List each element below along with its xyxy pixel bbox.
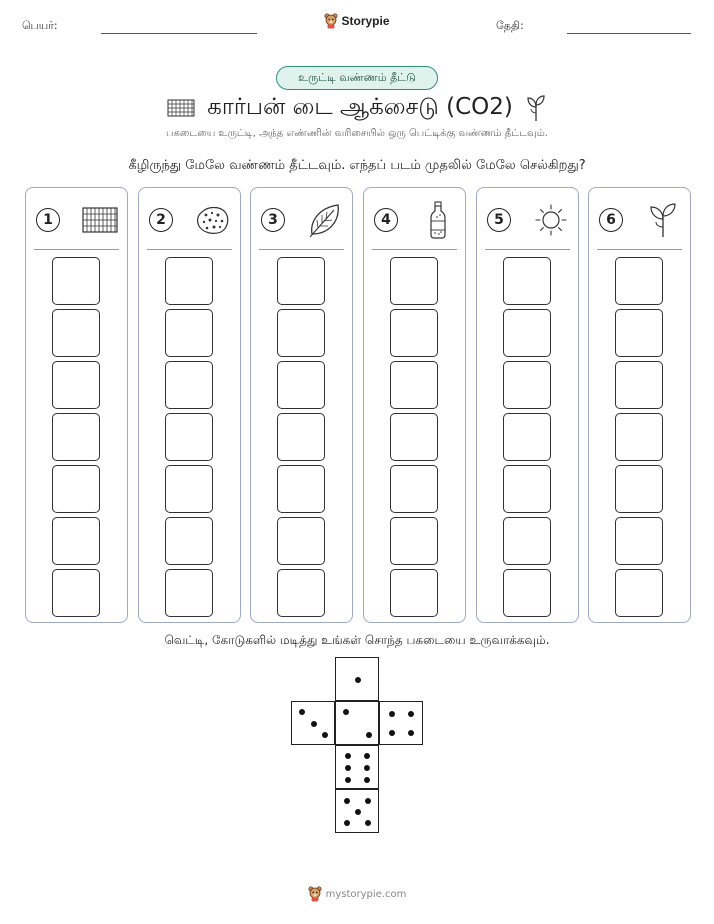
dice-face-6 (335, 745, 379, 789)
color-box[interactable] (277, 569, 325, 617)
column-4 (363, 187, 466, 623)
color-box[interactable] (277, 257, 325, 305)
color-box[interactable] (503, 413, 551, 461)
color-box[interactable] (615, 309, 663, 357)
column-divider (597, 249, 682, 250)
pip (355, 809, 361, 815)
pip (364, 765, 370, 771)
name-label: பெயர்: (22, 19, 58, 32)
brand-logo (0, 13, 714, 33)
color-box[interactable] (165, 413, 213, 461)
pip (299, 709, 305, 715)
color-box[interactable] (52, 309, 100, 357)
color-box[interactable] (503, 257, 551, 305)
footer (0, 886, 714, 906)
color-box[interactable] (390, 517, 438, 565)
page-title: கார்பன் டை ஆக்சைடு (CO2) (207, 93, 513, 120)
color-box[interactable] (277, 309, 325, 357)
grid-icon (167, 98, 195, 118)
sprout-icon (644, 201, 682, 239)
pip (345, 777, 351, 783)
pip (408, 730, 414, 736)
column-5 (476, 187, 579, 623)
dice-face-2 (335, 701, 379, 745)
cut-instruction: வெட்டி, கோடுகளில் மடித்து உங்கள் சொந்த பகடையை உருவாக்கவும். (164, 633, 550, 647)
color-box[interactable] (503, 465, 551, 513)
color-box[interactable] (615, 465, 663, 513)
color-box[interactable] (52, 569, 100, 617)
column-number: 2 (149, 208, 173, 232)
color-box[interactable] (390, 465, 438, 513)
column-divider (259, 249, 344, 250)
color-box[interactable] (615, 257, 663, 305)
color-box[interactable] (615, 517, 663, 565)
leaf-icon (306, 202, 344, 238)
sprout-icon (525, 93, 547, 123)
dice-face-4 (379, 701, 423, 745)
column-number: 4 (374, 208, 398, 232)
column-divider (34, 249, 119, 250)
subtitle: பகடையை உருட்டி, அந்த எண்ணின் வரிசையில் ஒரு பெட்டிக்கு வண்ணம் தீட்டவும். (166, 128, 548, 139)
column-6 (588, 187, 691, 623)
column-divider (372, 249, 457, 250)
date-label: தேதி: (496, 19, 524, 32)
color-box[interactable] (165, 361, 213, 409)
color-box[interactable] (390, 413, 438, 461)
color-box[interactable] (52, 257, 100, 305)
pip (408, 711, 414, 717)
column-divider (485, 249, 570, 250)
color-box[interactable] (165, 465, 213, 513)
color-box[interactable] (52, 517, 100, 565)
pip (344, 820, 350, 826)
color-box[interactable] (277, 413, 325, 461)
color-box[interactable] (277, 361, 325, 409)
date-line[interactable] (567, 33, 691, 34)
activity-badge: உருட்டி வண்ணம் தீட்டு (276, 66, 438, 90)
color-box[interactable] (165, 309, 213, 357)
color-box[interactable] (390, 257, 438, 305)
pip (345, 753, 351, 759)
color-box[interactable] (390, 309, 438, 357)
color-box[interactable] (165, 257, 213, 305)
color-box[interactable] (503, 569, 551, 617)
pip (366, 732, 372, 738)
color-box[interactable] (615, 569, 663, 617)
color-box[interactable] (615, 413, 663, 461)
color-box[interactable] (503, 309, 551, 357)
pip (343, 709, 349, 715)
coal-icon (194, 204, 232, 236)
dice-face-3 (291, 701, 335, 745)
pip (365, 798, 371, 804)
color-box[interactable] (390, 361, 438, 409)
pip (364, 753, 370, 759)
column-number: 1 (36, 208, 60, 232)
color-box[interactable] (277, 517, 325, 565)
title-row (0, 90, 714, 126)
color-box[interactable] (165, 517, 213, 565)
color-box[interactable] (503, 517, 551, 565)
name-line[interactable] (101, 33, 257, 34)
pip (355, 677, 361, 683)
column-number: 3 (261, 208, 285, 232)
column-number: 6 (599, 208, 623, 232)
pip (311, 721, 317, 727)
color-box[interactable] (52, 465, 100, 513)
color-box[interactable] (390, 569, 438, 617)
column-1 (25, 187, 128, 623)
pip (345, 765, 351, 771)
grid-icon (81, 204, 119, 236)
column-divider (147, 249, 232, 250)
bear-mascot-icon (308, 886, 322, 902)
pip (344, 798, 350, 804)
pip (364, 777, 370, 783)
color-box[interactable] (615, 361, 663, 409)
column-number: 5 (487, 208, 511, 232)
dice-face-1 (335, 657, 379, 701)
color-box[interactable] (165, 569, 213, 617)
bear-mascot-icon (324, 13, 338, 29)
pip (389, 711, 395, 717)
soda-bottle-icon (419, 201, 457, 239)
column-2 (138, 187, 241, 623)
footer-url[interactable]: mystorypie.com (325, 888, 407, 900)
color-box[interactable] (52, 361, 100, 409)
pip (389, 730, 395, 736)
column-3 (250, 187, 353, 623)
dice-face-5 (335, 789, 379, 833)
pip (322, 732, 328, 738)
brand-name: Storypie (341, 14, 390, 28)
color-box[interactable] (52, 413, 100, 461)
color-box[interactable] (277, 465, 325, 513)
pip (365, 820, 371, 826)
color-box[interactable] (503, 361, 551, 409)
instruction: கீழிருந்து மேலே வண்ணம் தீட்டவும். எந்தப் படம் முதலில் மேலே செல்கிறது? (128, 158, 586, 173)
sun-icon (532, 202, 570, 238)
